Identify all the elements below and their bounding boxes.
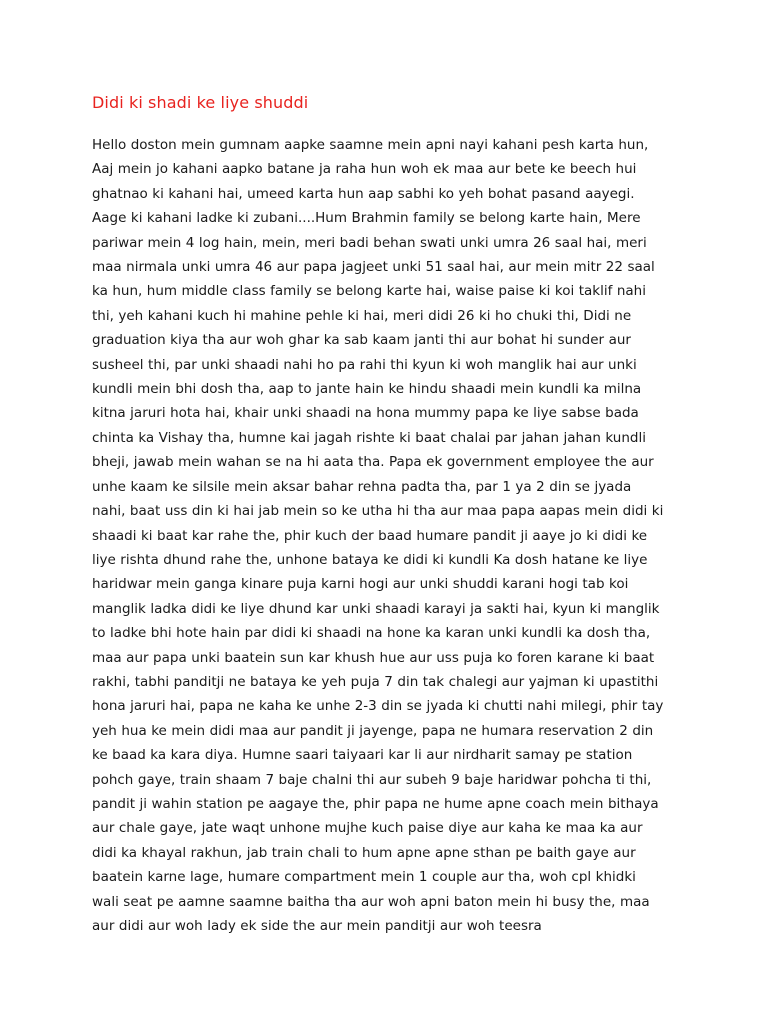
story-title: Didi ki shadi ke liye shuddi xyxy=(92,93,309,112)
story-body: Hello doston mein gumnam aapke saamne mein apni nayi kahani pesh karta hun, Aaj mein jo kahani aapko batane ja raha hun woh ek maa aur bete ke beech hui ghatnao ki kahani hai, umeed karta hun aap sabhi ko yeh bohat pasand aayegi. Aage ki kahani ladke ki zubani....Hum Brahmin family se belong karte hain, Mere pariwar mein 4 log hain, mein, meri badi behan swati unki umra 26 saal hai, meri maa nirmala unki umra 46 aur papa jagjeet unki 51 saal hai, aur mein mitr 22 saal ka hun, hum middle class family se belong karte hai, waise paise ki koi taklif nahi thi, yeh kahani kuch hi mahine pehle ki hai, meri didi 26 ki ho chuki thi, Didi ne graduation kiya tha aur woh ghar ka sab kaam janti thi aur bohat hi sunder aur susheel thi, par unki shaadi nahi ho pa rahi thi kyun ki woh manglik hai aur unki kundli mein bhi dosh tha, aap to jante hain ke hindu shaadi mein kundli ka milna kitna jaruri hota hai, khair unki shaadi na hona mummy papa ke liye sabse bada chinta ka Vishay tha, humne kai jagah rishte ki baat chalai par jahan jahan kundli bheji, jawab mein wahan se na hi aata tha. Papa ek government employee the aur unhe kaam ke silsile mein aksar bahar rehna padta tha, par 1 ya 2 din se jyada nahi, baat uss din ki hai jab mein so ke utha hi tha aur maa papa aapas mein didi ki shaadi ki baat kar rahe the, phir kuch der baad humare pandit ji aaye jo ki didi ke liye rishta dhund rahe the, unhone bataya ke didi ki kundli Ka dosh hatane ke liye haridwar mein ganga kinare puja karni hogi aur unki shuddi karani hogi tab koi manglik ladka didi ke liye dhund kar unki shaadi karayi ja sakti hai, kyun ki manglik to ladke bhi hote hain par didi ki shaadi na hone ka karan unki kundli ka dosh tha, maa aur papa unki baatein sun kar khush hue aur uss puja ko foren karane ki baat rakhi, tabhi panditji ne bataya ke yeh puja 7 din tak chalegi aur yajman ki upastithi hona jaruri hai, papa ne kaha ke unhe 2-3 din se jyada ki chutti nahi milegi, phir tay yeh hua ke mein didi maa aur pandit ji jayenge, papa ne humara reservation 2 din ke baad ka kara diya. Humne saari taiyaari kar li aur nirdharit samay pe station pohch gaye, train shaam 7 baje chalni thi aur subeh 9 baje haridwar pohcha ti thi, pandit ji wahin station pe aagaye the, phir papa ne hume apne coach mein bithaya aur chale gaye, jate waqt unhone mujhe kuch paise diye aur kaha ke maa ka aur didi ka khayal rakhun, jab train chali to hum apne apne sthan pe baith gaye aur baatein karne lage, humare compartment mein 1 couple aur tha, woh cpl khidki wali seat pe aamne saamne baitha tha aur woh apni baton mein hi busy the, maa aur didi aur woh lady ek side the aur mein panditji aur woh teesra xyxy=(92,137,664,934)
